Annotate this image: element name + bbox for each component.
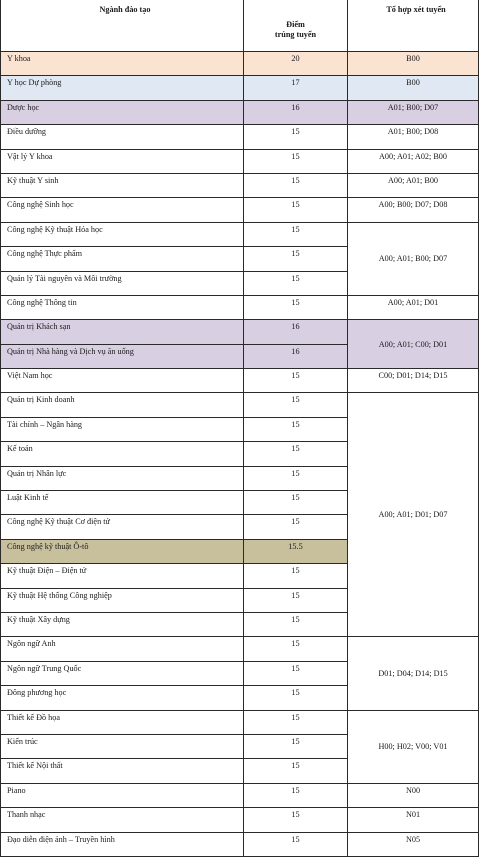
cutoff-score: 15 <box>244 393 348 417</box>
header-score <box>244 0 348 52</box>
cutoff-score: 15 <box>244 832 348 856</box>
cutoff-score: 15 <box>244 686 348 710</box>
major-name: Quản trị Nhà hàng và Dịch vụ ăn uống <box>1 344 244 368</box>
major-name: Y học Dự phòng <box>1 76 244 100</box>
table-row <box>1 198 479 222</box>
major-name: Quản trị Nhân lực <box>1 466 244 490</box>
table-row <box>1 222 479 246</box>
cutoff-score: 15 <box>244 588 348 612</box>
subject-combo: N05 <box>348 832 479 856</box>
table-row <box>1 783 479 807</box>
cutoff-score: 15 <box>244 808 348 832</box>
major-name: Kỹ thuật Y sinh <box>1 173 244 197</box>
subject-combo: B00 <box>348 52 479 76</box>
cutoff-score: 15 <box>244 491 348 515</box>
table-row <box>1 100 479 124</box>
cutoff-score: 20 <box>244 52 348 76</box>
major-name: Vật lý Y khoa <box>1 149 244 173</box>
major-name: Công nghệ Sinh học <box>1 198 244 222</box>
major-name: Tài chính – Ngân hàng <box>1 417 244 441</box>
table-row <box>1 320 479 344</box>
major-name: Công nghệ Thực phẩm <box>1 247 244 271</box>
cutoff-score: 15 <box>244 271 348 295</box>
subject-combo: H00; H02; V00; V01 <box>348 710 479 783</box>
subject-combo: A01; B00; D08 <box>348 125 479 149</box>
cutoff-score: 15 <box>244 247 348 271</box>
header-major: Ngành đào tạo <box>1 0 244 52</box>
header-score-line1: Điểm <box>286 20 305 29</box>
major-name: Kỹ thuật Hệ thống Công nghiệp <box>1 588 244 612</box>
table-row <box>1 832 479 856</box>
table-row <box>1 369 479 393</box>
cutoff-score: 15 <box>244 466 348 490</box>
table-row <box>1 173 479 197</box>
cutoff-score: 15 <box>244 661 348 685</box>
cutoff-score: 17 <box>244 76 348 100</box>
major-name: Thiết kế Đồ họa <box>1 710 244 734</box>
major-name: Ngôn ngữ Trung Quốc <box>1 661 244 685</box>
subject-combo: A00; A01; D01 <box>348 295 479 319</box>
major-name: Quản trị Kinh doanh <box>1 393 244 417</box>
cutoff-score: 15 <box>244 125 348 149</box>
subject-combo: C00; D01; D14; D15 <box>348 369 479 393</box>
cutoff-score: 15 <box>244 417 348 441</box>
header-score-line2: trúng tuyển <box>274 30 317 39</box>
cutoff-score: 15 <box>244 759 348 783</box>
major-name: Thanh nhạc <box>1 808 244 832</box>
table-row <box>1 295 479 319</box>
table-row <box>1 125 479 149</box>
subject-combo: A00; A01; B00 <box>348 173 479 197</box>
cutoff-score: 15 <box>244 734 348 758</box>
major-name: Đông phương học <box>1 686 244 710</box>
table-row <box>1 76 479 100</box>
cutoff-score: 15.5 <box>244 539 348 563</box>
major-name: Luật Kinh tế <box>1 491 244 515</box>
cutoff-score: 15 <box>244 173 348 197</box>
cutoff-score: 16 <box>244 100 348 124</box>
cutoff-score: 15 <box>244 612 348 636</box>
table-row <box>1 808 479 832</box>
table-header-row <box>1 0 479 52</box>
subject-combo: A00; B00; D07; D08 <box>348 198 479 222</box>
cutoff-score: 15 <box>244 637 348 661</box>
subject-combo: A00; A01; A02; B00 <box>348 149 479 173</box>
cutoff-score: 15 <box>244 783 348 807</box>
major-name: Quản lý Tài nguyên và Môi trường <box>1 271 244 295</box>
subject-combo: B00 <box>348 76 479 100</box>
cutoff-score: 16 <box>244 320 348 344</box>
table-row <box>1 52 479 76</box>
major-name: Y khoa <box>1 52 244 76</box>
header-combo: Tổ hợp xét tuyển <box>348 0 479 52</box>
cutoff-score: 15 <box>244 222 348 246</box>
major-name: Đạo diễn điện ảnh – Truyền hình <box>1 832 244 856</box>
major-name: Việt Nam học <box>1 369 244 393</box>
cutoff-score: 15 <box>244 149 348 173</box>
major-name: Kế toán <box>1 442 244 466</box>
subject-combo: D01; D04; D14; D15 <box>348 637 479 710</box>
cutoff-score: 15 <box>244 295 348 319</box>
major-name: Piano <box>1 783 244 807</box>
subject-combo: A00; A01; C00; D01 <box>348 320 479 369</box>
cutoff-score: 15 <box>244 710 348 734</box>
subject-combo: A00; A01; B00; D07 <box>348 222 479 295</box>
table-row <box>1 149 479 173</box>
major-name: Kỹ thuật Xây dựng <box>1 612 244 636</box>
cutoff-score: 15 <box>244 369 348 393</box>
subject-combo: N01 <box>348 808 479 832</box>
major-name: Kiến trúc <box>1 734 244 758</box>
major-name: Công nghệ kỹ thuật Ô-tô <box>1 539 244 563</box>
major-name: Dược học <box>1 100 244 124</box>
cutoff-score: 15 <box>244 198 348 222</box>
major-name: Thiết kế Nội thất <box>1 759 244 783</box>
table-row <box>1 637 479 661</box>
major-name: Công nghệ Kỹ thuật Hóa học <box>1 222 244 246</box>
major-name: Điều dưỡng <box>1 125 244 149</box>
subject-combo: A01; B00; D07 <box>348 100 479 124</box>
major-name: Ngôn ngữ Anh <box>1 637 244 661</box>
subject-combo: N00 <box>348 783 479 807</box>
major-name: Kỹ thuật Điện – Điện tử <box>1 564 244 588</box>
cutoff-score: 15 <box>244 515 348 539</box>
table-row <box>1 710 479 734</box>
major-name: Công nghệ Thông tin <box>1 295 244 319</box>
cutoff-score: 16 <box>244 344 348 368</box>
subject-combo: A00; A01; D01; D07 <box>348 393 479 637</box>
cutoff-score: 15 <box>244 564 348 588</box>
major-name: Công nghệ Kỹ thuật Cơ điện tử <box>1 515 244 539</box>
cutoff-score: 15 <box>244 442 348 466</box>
major-name: Quản trị Khách sạn <box>1 320 244 344</box>
table-row <box>1 393 479 417</box>
